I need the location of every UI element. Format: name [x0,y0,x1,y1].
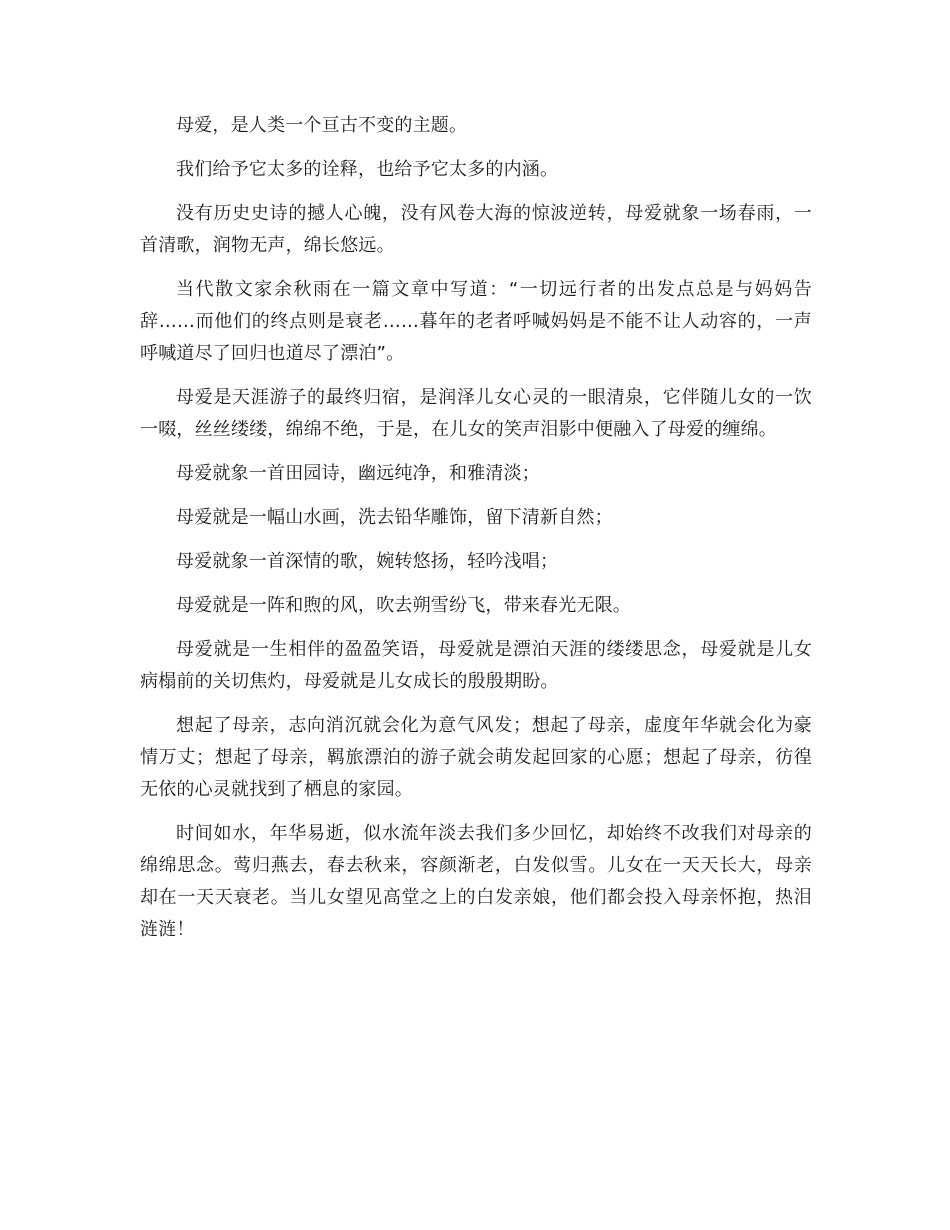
paragraph-10: 母爱就是一生相伴的盈盈笑语，母爱就是漂泊天涯的缕缕思念，母爱就是儿女病榻前的关切焦灼，母爱就是儿女成长的殷殷期盼。 [140,639,812,692]
paragraph-8: 母爱就象一首深情的歌，婉转悠扬，轻吟浅唱； [176,551,559,572]
paragraph-5: 母爱是天涯游子的最终归宿，是润泽儿女心灵的一眼清泉，它伴随儿女的一饮一啜，丝丝缕缕，绵绵不绝，于是，在儿女的笑声泪影中便融入了母爱的缠绵。 [140,387,812,440]
paragraph-4: 当代散文家余秋雨在一篇文章中写道：“一切远行者的出发点总是与妈妈告辞……而他们的终点则是衰老……暮年的老者呼喊妈妈是不能不让人动容的，一声呼喊道尽了回归也道尽了漂泊”。 [140,279,812,364]
paragraph-12: 时间如水，年华易逝，似水流年淡去我们多少回忆，却始终不改我们对母亲的绵绵思念。莺归燕去，春去秋来，容颜渐老，白发似雪。儿女在一天天长大，母亲却在一天天衰老。当儿女望见高堂之上的白发亲娘，他们都会投入母亲怀抱，热泪涟涟！ [140,823,812,940]
paragraph-7: 母爱就是一幅山水画，洗去铅华雕饰，留下清新自然； [176,507,613,528]
paragraph-1: 母爱，是人类一个亘古不变的主题。 [176,115,468,136]
paragraph-9: 母爱就是一阵和煦的风，吹去朔雪纷飞，带来春光无限。 [176,595,631,616]
paragraph-11: 想起了母亲，志向消沉就会化为意气风发；想起了母亲，虚度年华就会化为豪情万丈；想起了母亲，羁旅漂泊的游子就会萌发起回家的心愿；想起了母亲，彷徨无依的心灵就找到了栖息的家园。 [140,715,812,800]
paragraph-6: 母爱就象一首田园诗，幽远纯净，和雅清淡； [176,463,540,484]
paragraph-3: 没有历史史诗的撼人心魄，没有风卷大海的惊波逆转，母爱就象一场春雨，一首清歌，润物无声，绵长悠远。 [140,203,812,256]
paragraph-2: 我们给予它太多的诠释，也给予它太多的内涵。 [176,159,559,180]
document-body [140,110,812,958]
